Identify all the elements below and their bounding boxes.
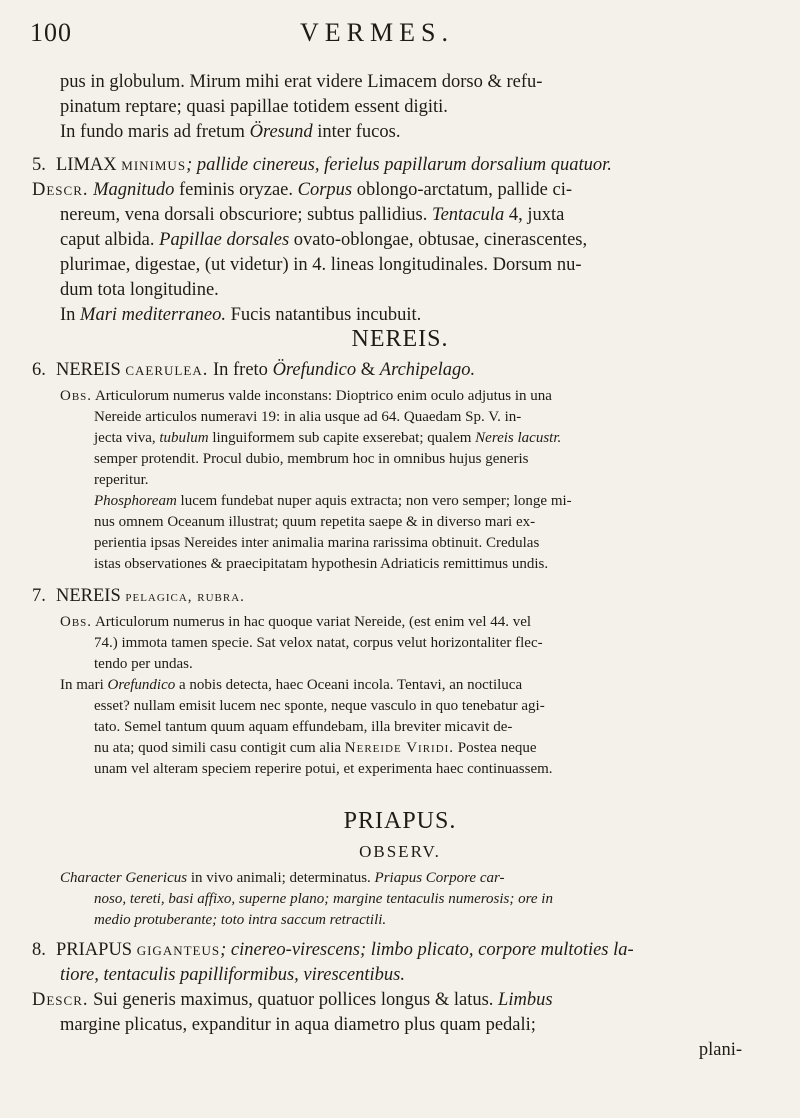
species-7-obs-line-2: 74.) immota tamen specie. Sat velox natat, corpus velut horizontaliter flec- (94, 635, 543, 651)
catchword: plani- (698, 1040, 742, 1060)
species-6-obs-line-4: semper protendit. Procul dubio, membrum hoc in omnibus hujus generis (94, 451, 529, 467)
species-7-habitat-line-1: In mari Orefundico a nobis detecta, haec Oceani incola. Tentavi, an noctiluca (60, 677, 523, 693)
intro-paragraph (60, 70, 780, 145)
species-7-obs-line-1: Obs. Articulorum numerus in hac quoque variat Nereide, (est enim vel 44. vel (60, 614, 532, 630)
character-line-1: Character Genericus in vivo animali; determinatus. Priapus Corpore car- (60, 870, 505, 886)
generic-character (60, 868, 785, 931)
genus-heading-priapus: PRIAPUS. (343, 808, 457, 834)
species-6-obs-line-3: jecta viva, tubulum linguiformem sub capite exserebat; qualem Nereis lacustr. (94, 430, 562, 446)
species-7-observations (60, 612, 785, 780)
species-8-title: 8. PRIAPUS giganteus; cinereo-virescens; limbo plicato, corpore multoties la- (32, 940, 634, 960)
species-8-diagnosis-line-2: tiore, tentaculis papilliformibus, virescentibus. (60, 965, 405, 985)
species-5-descr-line-4: plurimae, digestae, (ut videtur) in 4. lineas longitudinales. Dorsum nu- (60, 255, 582, 275)
species-7-obs-line-3: tendo per undas. (94, 656, 193, 672)
species-5-descr-line-5: dum tota longitudine. (60, 280, 219, 300)
species-5-title: 5. LIMAX minimus; pallide cinereus, ferielus papillarum dorsalium quatuor. (32, 155, 612, 175)
species-7-habitat-line-2: esset? nullam emisit lucem nec sponte, neque vasculo in quo tenebatur agi- (94, 698, 545, 714)
species-6-obs-line-5: reperitur. (94, 472, 149, 488)
intro-line-3: In fundo maris ad fretum Öresund inter fucos. (60, 122, 401, 142)
species-5-entry (32, 153, 782, 328)
character-line-3: medio protuberante; toto intra saccum retractili. (94, 912, 387, 928)
character-line-2: noso, tereti, basi affixo, superne plano; margine tentaculis numerosis; ore in (94, 891, 553, 907)
species-5-descr-line-1: Descr. Magnitudo feminis oryzae. Corpus oblongo-arctatum, pallide ci- (32, 180, 572, 200)
observ-subheading: OBSERV. (359, 842, 441, 861)
intro-line-2: pinatum reptare; quasi papillae totidem essent digiti. (60, 97, 448, 117)
species-6-phos-line-4: istas observationes & praecipitatam hypothesin Adriaticis remittimus undis. (94, 556, 549, 572)
running-title: VERMES. (300, 18, 454, 47)
page-number: 100 (30, 18, 72, 47)
species-7-habitat-line-3: tato. Semel tantum quum aquam effundebam, illa breviter micavit de- (94, 719, 513, 735)
species-7-title: 7. NEREIS pelagica, rubra. (32, 586, 245, 606)
species-6-phos-line-2: nus omnem Oceanum illustrat; quum repetita saepe & in diverso mari ex- (94, 514, 536, 530)
species-5-descr-line-2: nereum, vena dorsali obscuriore; subtus pallidius. Tentacula 4, juxta (60, 205, 565, 225)
species-6-entry (32, 358, 782, 383)
intro-line-1: pus in globulum. Mirum mihi erat videre Limacem dorso & refu- (60, 72, 543, 92)
species-5-habitat: In Mari mediterraneo. Fucis natantibus incubuit. (60, 305, 422, 325)
species-7-habitat-line-4: nu ata; quod simili casu contigit cum alia Nereide Viridi. Postea neque (94, 740, 537, 756)
species-6-observations (60, 386, 785, 575)
species-6-obs-line-1: Obs. Articulorum numerus valde inconstans: Dioptrico enim oculo adjutus in una (60, 388, 552, 404)
species-8-entry (32, 938, 782, 1063)
species-6-obs-line-2: Nereide articulos numeravi 19: in alia usque ad 64. Quaedam Sp. V. in- (94, 409, 522, 425)
species-6-title: 6. NEREIS caerulea. In freto Örefundico & Archipelago. (32, 360, 476, 380)
species-6-phos-line-3: perientia ipsas Nereides inter animalia marina rarissima obtinuit. Credulas (94, 535, 540, 551)
species-7-entry (32, 584, 782, 610)
genus-heading-nereis: NEREIS. (351, 326, 449, 352)
species-7-habitat-line-5: unam vel alteram speciem reperire potui, et experimenta haec continuassem. (94, 761, 553, 777)
species-6-phos-line-1: Phosphoream lucem fundebat nuper aquis extracta; non vero semper; longe mi- (94, 493, 572, 509)
species-5-descr-line-3: caput albida. Papillae dorsales ovato-oblongae, obtusae, cinerascentes, (60, 230, 588, 250)
species-8-descr-line-2: margine plicatus, expanditur in aqua diametro plus quam pedali; (60, 1015, 536, 1035)
species-8-descr-line-1: Descr. Sui generis maximus, quatuor pollices longus & latus. Limbus (32, 990, 553, 1010)
